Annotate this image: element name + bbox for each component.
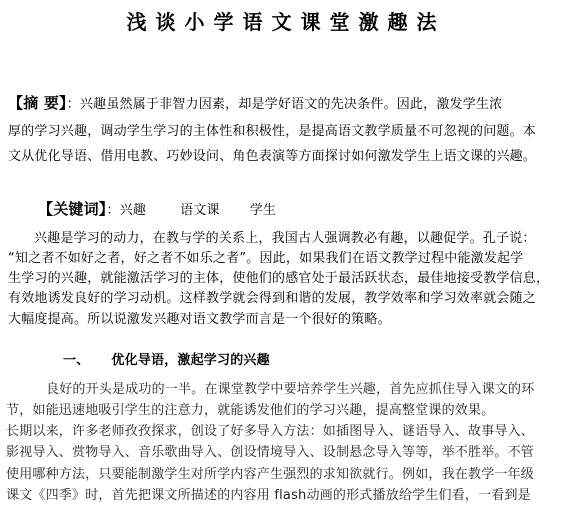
keyword-item: 学生 xyxy=(249,203,277,218)
keywords-line xyxy=(38,201,276,219)
keywords-label: 【关键词】 xyxy=(38,200,107,218)
abstract-line: 文从优化导语、借用电教、巧妙设问、角色表演等方面探讨如何激发学生上语文课的兴趣。 xyxy=(8,149,537,164)
intro-line: 有效地诱发良好的学习动机。这样教学就会得到和谐的发展，教学效率和学习效率就会随之 xyxy=(8,291,537,306)
section-line: 节，如能迅速地吸引学生的注意力，就能诱发他们的学习兴趣，提高整堂课的效果。 xyxy=(6,403,495,418)
section-line: 课文《四季》时，首先把课文所描述的内容用 flash动画的形式播放给学生们看，一看到是 xyxy=(6,488,531,503)
section-title: 优化导语，激起学习的兴趣 xyxy=(111,353,270,368)
abstract-line: 厚的学习兴趣，调动学生学习的主体性和积极性，是提高语文教学质量不可忽视的问题。本 xyxy=(8,124,537,139)
section-line: 影视导入、赏物导入、音乐歌曲导入、创设情境导入、设制悬念导入等等，举不胜举。不管 xyxy=(6,445,535,460)
section-line: 长期以来，许多老师孜孜探求，创设了好多导入方法：如插图导入、谜语导入、故事导入、 xyxy=(6,424,535,439)
abstract-first-line xyxy=(8,95,502,113)
abstract-label: 【摘 要】 xyxy=(8,94,67,112)
section-number: 一、 xyxy=(63,353,90,368)
keyword-item: 兴趣 xyxy=(119,203,147,218)
document-title: 浅谈小学语文课堂激趣法 xyxy=(126,10,446,34)
abstract-lead-text: ：兴趣虽然属于非智力因素，却是学好语文的先决条件。因此，激发学生浓 xyxy=(66,97,503,112)
intro-line: “知之者不如好之者，好之者不如乐之者”。因此，如果我们在语文教学过程中能激发起学 xyxy=(8,251,524,266)
intro-line: 大幅度提高。所以说激发兴趣对语文教学而言是一个很好的策略。 xyxy=(8,312,391,327)
section-heading xyxy=(63,353,270,369)
intro-line: 兴趣是学习的动力，在教与学的关系上，我国古人强调教必有趣，以趣促学。孔子说： xyxy=(34,231,536,246)
keywords-separator: ： xyxy=(106,203,120,218)
keyword-item: 语文课 xyxy=(180,203,220,218)
section-line: 良好的开头是成功的一半。在课堂教学中要培养学生兴趣，首先应抓住导入课文的环 xyxy=(46,382,535,397)
intro-line: 生学习的兴趣，就能激活学习的主体，使他们的感官处于最活跃状态，最佳地接受教学信息， xyxy=(8,271,550,286)
section-line: 使用哪种方法，只要能制激学生对所学内容产生强烈的求知欲就行。例如，我在教学一年级 xyxy=(6,467,535,482)
